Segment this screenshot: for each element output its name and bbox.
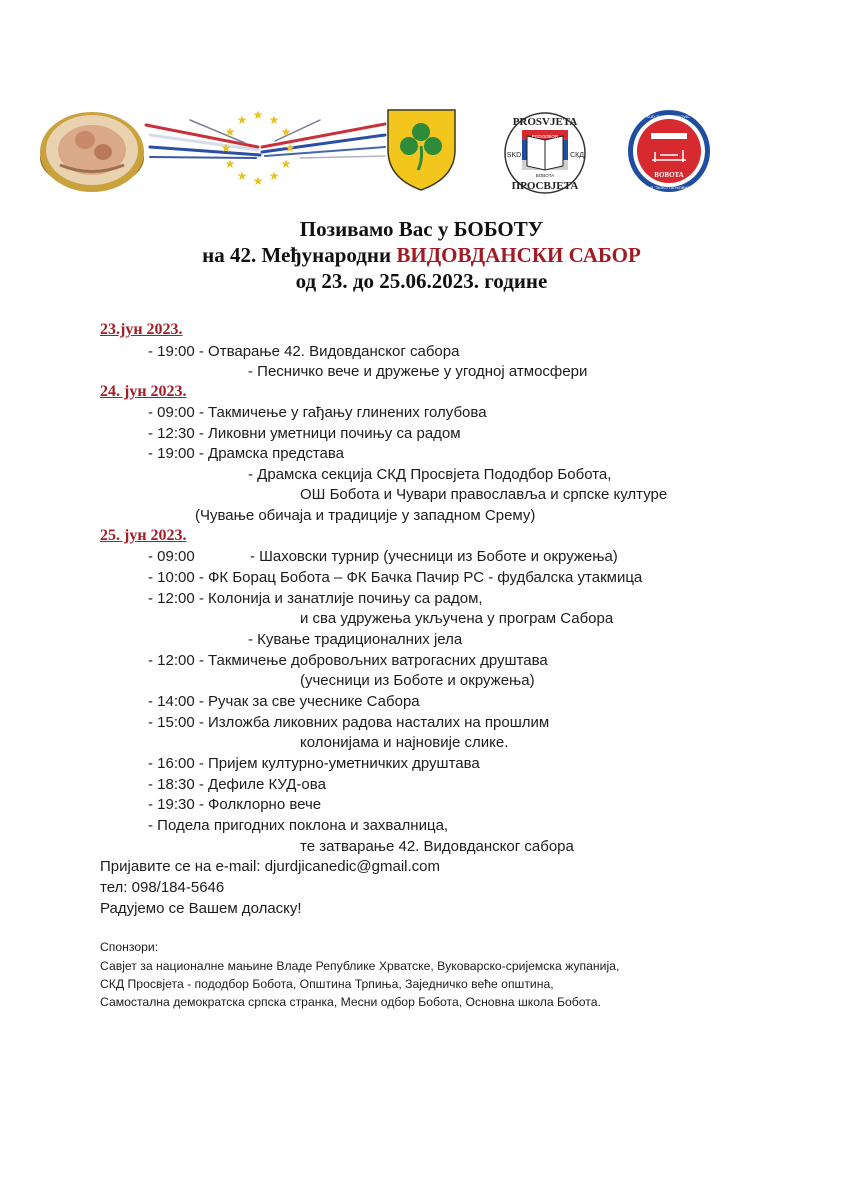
- svg-text:PODODBOR: PODODBOR: [531, 134, 559, 139]
- contact-email-line: Пријавите се на e-mail: djurdjicanedic@gmail.com: [100, 858, 441, 875]
- sponsor-line: Самостална демократска српска странка, Месни одбор Бобота, Основна школа Бобота.: [100, 995, 601, 1009]
- sponsor-line: Савјет за националне мањине Владе Републике Хрватске, Вуковарско-сријемска жупанија,: [100, 959, 620, 973]
- svg-text:★: ★: [224, 125, 236, 139]
- heading-event-name: ВИДОВДАНСКИ САБОР: [396, 243, 641, 267]
- schedule-item: - 09:00: [148, 548, 195, 565]
- schedule-item: - 16:00 - Пријем културно-уметничких друштава: [148, 755, 480, 772]
- schedule-item: - Драмска секција СКД Просвјета Пододбор Бобота,: [248, 466, 612, 483]
- svg-text:★: ★: [224, 157, 236, 171]
- svg-text:BOBOTA: BOBOTA: [654, 171, 684, 179]
- flag-streaks: [146, 120, 385, 158]
- schedule-item: - Песничко вече и дружење у угодној атмосфери: [248, 363, 588, 380]
- schedule-item: - Подела пригодних поклона и захвалница,: [148, 817, 449, 834]
- day-date-24: 24. јун 2023.: [100, 383, 187, 400]
- heading-line-2-prefix: на 42. Међународни: [202, 243, 397, 267]
- schedule-item: и сва удружења укључена у програм Сабора: [300, 610, 614, 627]
- day-date-23: 23.јун 2023.: [100, 321, 183, 338]
- svg-text:★: ★: [280, 157, 292, 171]
- schedule-item: - 12:00 - Колонија и занатлије почињу са радом,: [148, 590, 483, 607]
- schedule-item: - 09:00 - Такмичење у гађању глинених голубова: [148, 404, 487, 421]
- schedule-item: - 14:00 - Ручак за све учеснике Сабора: [148, 693, 420, 710]
- schedule-item: - 18:30 - Дефиле КУД-ова: [148, 776, 326, 793]
- schedule-item: - 19:00 - Отварање 42. Видовданског сабора: [148, 343, 460, 360]
- schedule-item: - 10:00 - ФК Борац Бобота – ФК Бачка Пачир РС - фудбалска утакмица: [148, 569, 643, 586]
- schedule-item: те затварање 42. Видовданског сабора: [300, 838, 574, 855]
- logo-strip: [0, 0, 843, 210]
- svg-text:★: ★: [284, 141, 296, 155]
- schedule-item: колонијама и најновије слике.: [300, 734, 509, 751]
- day-date-25: 25. јун 2023.: [100, 527, 187, 544]
- schedule-item: - 19:30 - Фолклорно вече: [148, 796, 322, 813]
- svg-text:BOBOTA: BOBOTA: [535, 173, 555, 178]
- svg-text:★: ★: [252, 108, 264, 122]
- svg-text:★: ★: [268, 169, 280, 183]
- svg-text:★: ★: [220, 141, 232, 155]
- svg-text:KUD "ĐOKO PATKOVIĆ": KUD "ĐOKO PATKOVIĆ": [646, 114, 692, 119]
- heading-line-1: Позивамо Вас у БОБОТУ: [299, 217, 544, 241]
- svg-text:SKD: SKD: [506, 152, 522, 159]
- svg-text:★: ★: [236, 169, 248, 183]
- prosvjeta-logo: [505, 113, 585, 193]
- schedule-item: - 12:30 - Ликовни уметници почињу са радом: [148, 425, 461, 442]
- contact-phone-line: тел: 098/184-5646: [100, 879, 225, 896]
- svg-text:★: ★: [280, 125, 292, 139]
- heading-line-3: од 23. до 25.06.2023. године: [295, 269, 548, 293]
- svg-text:★: ★: [268, 113, 280, 127]
- sponsors-label: Спонзори:: [100, 940, 159, 954]
- svg-text:СКД: СКД: [570, 152, 584, 159]
- schedule-item: - Шаховски турнир (учесници из Боботе и окружења): [250, 548, 618, 565]
- svg-text:★: ★: [236, 113, 248, 127]
- svg-text:PROSVJETA: PROSVJETA: [512, 116, 578, 128]
- schedule-item: - 15:00 - Изложба ликовних радова насталих на прошлим: [148, 714, 550, 731]
- sabor-coin-logo: [40, 112, 144, 192]
- schedule-item: - 12:00 - Такмичење добровољних ватрогасних друштава: [148, 652, 548, 669]
- sponsor-line: СКД Просвјета - пододбор Бобота, Општина Трпиња, Заједничко веће општина,: [100, 977, 554, 991]
- schedule-item: (учесници из Боботе и окружења): [300, 672, 535, 689]
- svg-text:ПРОСВЈЕТА: ПРОСВЈЕТА: [511, 180, 579, 192]
- heading-line-2: [0, 243, 843, 268]
- closing-line: Радујемо се Вашем доласку!: [100, 900, 302, 917]
- schedule-item: - 19:00 - Драмска представа: [148, 445, 345, 462]
- schedule-item: (Чување обичаја и традиције у западном Срему): [195, 507, 536, 524]
- shamrock-shield-logo: [388, 110, 455, 190]
- kud-logo: [628, 110, 710, 192]
- svg-text:★: ★: [252, 174, 264, 188]
- svg-text:КУД "ЂОКО ПАТКОВИЋ": КУД "ЂОКО ПАТКОВИЋ": [645, 185, 693, 190]
- schedule-item: - Кување традиционалних јела: [248, 631, 463, 648]
- schedule-item: ОШ Бобота и Чувари православља и српске културе: [300, 486, 668, 503]
